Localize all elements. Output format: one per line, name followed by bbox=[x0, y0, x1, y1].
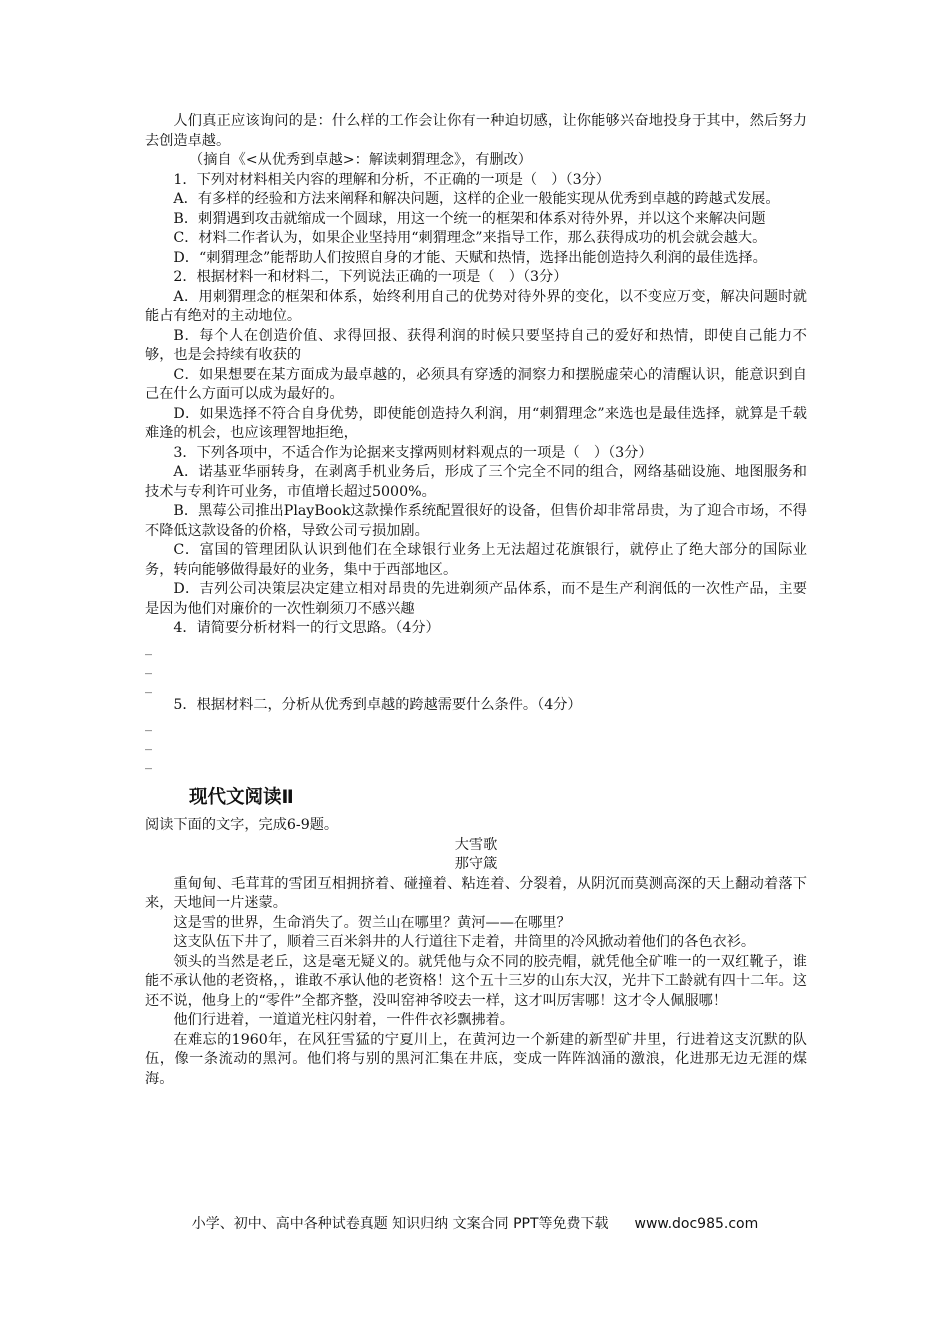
question-1-stem: 1．下列对材料相关内容的理解和分析，不正确的一项是（ ）（3分） bbox=[173, 171, 610, 188]
document-page bbox=[145, 112, 807, 1089]
page-footer bbox=[0, 1213, 950, 1233]
footer-url[interactable]: www.doc985.com bbox=[634, 1216, 759, 1232]
reading-instruction: 阅读下面的文字，完成6-9题。 bbox=[145, 817, 339, 833]
question-2-option-d: D．如果选择不符合自身优势，即使能创造持久利润，用“刺猬理念”来选也是最佳选择，就算是千载难逢的机会，也应该理智地拒绝， bbox=[145, 405, 807, 441]
article-paragraph: 领头的当然是老丘，这是毫无疑义的。就凭他与众不同的胶壳帽，就凭他全矿唯一的一双红靴子，谁能不承认他的老资格，，谁敢不承认他的老资格！这个五十三岁的山东大汉，光井下工龄就有四十二年。这还不说，他身上的“零件”全都齐整，没叫窑神爷咬去一样，这才叫厉害哪！这才令人佩服哪！ bbox=[145, 953, 807, 1009]
question-5-stem: 5．根据材料二，分析从优秀到卓越的跨越需要什么条件。（4分） bbox=[173, 696, 582, 713]
question-1-option-c: C．材料二作者认为，如果企业坚持用“刺猬理念”来指导工作，那么获得成功的机会就会越大。 bbox=[173, 230, 767, 246]
question-3-option-a: A．诺基亚华丽转身，在剥离手机业务后，形成了三个完全不同的组合，网络基础设施、地图服务和技术与专利许可业务，市值增长超过5000%。 bbox=[145, 464, 807, 500]
question-2-option-c: C．如果想要在某方面成为最卓越的，必须具有穿透的洞察力和摆脱虚荣心的清醒认识，能意识到自己在什么方面可以成为最好的。 bbox=[145, 366, 807, 402]
answer-line bbox=[145, 734, 807, 753]
question-3-option-d: D．吉列公司决策层决定建立相对昂贵的先进剃须产品体系，而不是生产利润低的一次性产品，主要是因为他们对廉价的一次性剃须刀不感兴趣 bbox=[145, 581, 807, 617]
answer-line bbox=[145, 639, 807, 658]
article-title: 大雪歌 bbox=[454, 836, 498, 853]
question-4-stem: 4．请简要分析材料一的行文思路。（4分） bbox=[173, 620, 440, 636]
article-paragraph: 这是雪的世界，生命消失了。贺兰山在哪里？黄河——在哪里？ bbox=[173, 914, 571, 931]
answer-line bbox=[145, 753, 807, 772]
question-1-option-b: B．刺猬遇到攻击就缩成一个圆球，用这一个统一的框架和体系对待外界，并以这个来解决问题 bbox=[173, 210, 766, 227]
answer-line bbox=[145, 715, 807, 734]
question-1-option-d: D．“刺猬理念”能帮助人们按照自身的才能、天赋和热情，选择出能创造持久利润的最佳选择。 bbox=[173, 249, 767, 266]
question-3-option-b: B．黑莓公司推出PlayBook这款操作系统配置很好的设备，但售价却非常昂贵，为了迎合市场，不得不降低这款设备的价格，导致公司亏损加剧。 bbox=[145, 503, 807, 539]
answer-line bbox=[145, 677, 807, 696]
article-paragraph: 这支队伍下井了，顺着三百米斜井的人行道往下走着，井筒里的冷风掀动着他们的各色衣衫。 bbox=[173, 934, 756, 950]
question-2-option-b: B．每个人在创造价值、求得回报、获得利润的时候只要坚持自己的爱好和热情，即使自己能力不够，也是会持续有收获的 bbox=[145, 327, 807, 363]
source-citation: （摘自《<从优秀到卓越>：解读刺猬理念》，有删改） bbox=[189, 152, 532, 168]
question-3-stem: 3．下列各项中，不适合作为论据来支撑两则材料观点的一项是（ ）（3分） bbox=[173, 444, 653, 461]
question-2-stem: 2．根据材料一和材料二，下列说法正确的一项是（ ）（3分） bbox=[173, 269, 568, 285]
question-3-option-c: C．富国的管理团队认识到他们在全球银行业务上无法超过花旗银行，就停止了绝大部分的国际业务，转向能够做得最好的业务，集中于西部地区。 bbox=[145, 542, 807, 578]
article-author: 那守箴 bbox=[454, 856, 498, 872]
article-paragraph: 他们行进着，一道道光柱闪射着，一件件衣衫飘拂着。 bbox=[173, 1012, 514, 1028]
article-paragraph: 重甸甸、毛茸茸的雪团互相拥挤着、碰撞着、粘连着、分裂着，从阴沉而莫测高深的天上翻动着落下来，天地间一片迷蒙。 bbox=[145, 875, 807, 911]
answer-line bbox=[145, 658, 807, 677]
intro-paragraph: 人们真正应该询问的是：什么样的工作会让你有一种迫切感，让你能够兴奋地投身于其中，然后努力去创造卓越。 bbox=[145, 113, 807, 149]
footer-text: 小学、初中、高中各种试卷真题 知识归纳 文案合同 PPT等免费下载 bbox=[191, 1216, 609, 1232]
question-1-option-a: A．有多样的经验和方法来阐释和解决问题，这样的企业一般能实现从优秀到卓越的跨越式发展。 bbox=[173, 191, 780, 207]
question-2-option-a: A．用刺猬理念的框架和体系，始终利用自己的优势对待外界的变化，以不变应万变，解决问题时就能占有绝对的主动地位。 bbox=[145, 288, 807, 324]
article-paragraph: 在难忘的1960年，在风狂雪猛的宁夏川上，在黄河边一个新建的新型矿井里，行进着这支沉默的队伍，像一条流动的黑河。他们将与别的黑河汇集在井底，变成一阵阵汹涌的激浪，化进那无边无涯的煤海。 bbox=[145, 1031, 807, 1087]
section-heading: 现代文阅读Ⅱ bbox=[189, 787, 294, 808]
